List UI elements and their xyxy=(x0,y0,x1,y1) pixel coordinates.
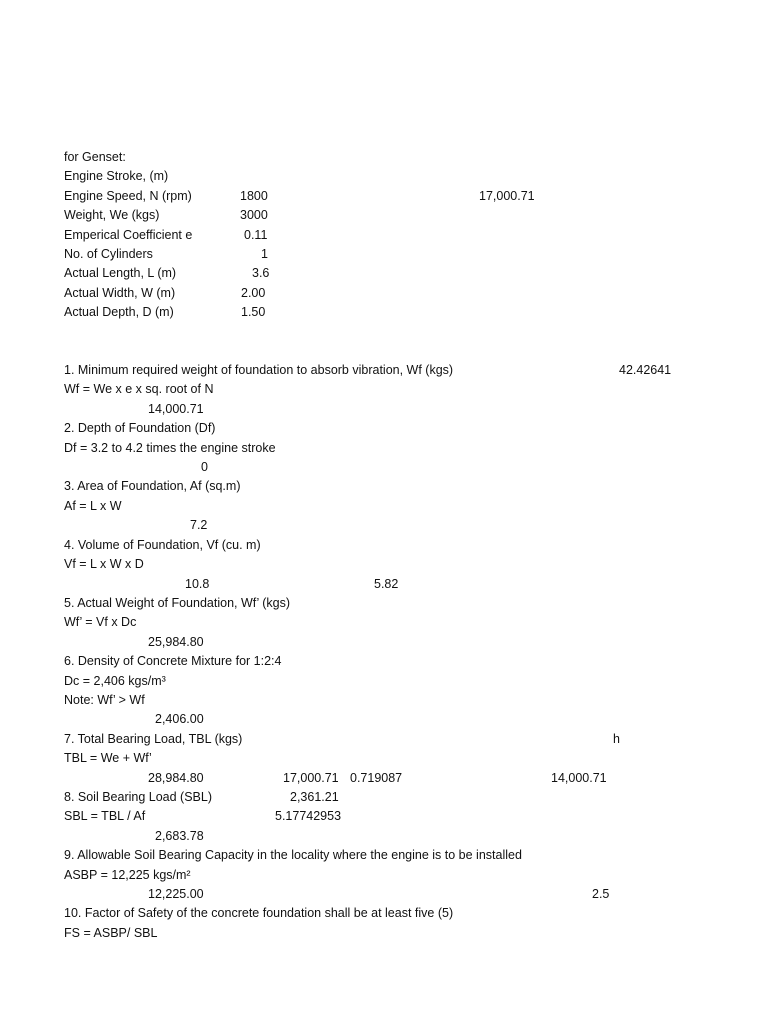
width-label: Actual Width, W (m) xyxy=(64,286,176,300)
speed-label: Engine Speed, N (rpm) xyxy=(64,189,192,203)
step8-title: 8. Soil Bearing Load (SBL) xyxy=(64,790,213,804)
step9-value: 12,225.00 xyxy=(148,887,204,901)
weight-label: Weight, We (kgs) xyxy=(64,208,160,222)
step6-note: Note: Wf’ > Wf xyxy=(64,693,145,707)
depth-value: 1.50 xyxy=(241,305,266,319)
step6-formula: Dc = 2,406 kgs/m³ xyxy=(64,674,166,688)
step8-formula: SBL = TBL / Af xyxy=(64,809,146,823)
step3-value: 7.2 xyxy=(190,518,208,532)
step1-title: 1. Minimum required weight of foundation to absorb vibration, Wf (kgs) xyxy=(64,363,454,377)
step7-title: 7. Total Bearing Load, TBL (kgs) xyxy=(64,732,243,746)
step8-extra-value-2: 5.17742953 xyxy=(275,809,342,823)
step3-title: 3. Area of Foundation, Af (sq.m) xyxy=(64,479,241,493)
step2-value: 0 xyxy=(201,460,208,474)
step7-extra-value-2: 0.719087 xyxy=(350,771,403,785)
width-value: 2.00 xyxy=(241,286,266,300)
step9-title: 9. Allowable Soil Bearing Capacity in the locality where the engine is to be installed xyxy=(64,848,522,862)
step7-extra-h: h xyxy=(613,732,620,746)
step7-formula: TBL = We + Wf’ xyxy=(64,751,152,765)
step9-extra-value: 2.5 xyxy=(592,887,610,901)
coefficient-label: Emperical Coefficient e xyxy=(64,228,193,242)
depth-label: Actual Depth, D (m) xyxy=(64,305,174,319)
step6-value: 2,406.00 xyxy=(155,712,204,726)
step1-value: 14,000.71 xyxy=(148,402,204,416)
step2-title: 2. Depth of Foundation (Df) xyxy=(64,421,216,435)
speed-extra-value: 17,000.71 xyxy=(479,189,535,203)
genset-heading: for Genset: xyxy=(64,150,126,164)
step5-formula: Wf’ = Vf x Dc xyxy=(64,615,137,629)
step5-value: 25,984.80 xyxy=(148,635,204,649)
step3-formula: Af = L x W xyxy=(64,499,122,513)
speed-value: 1800 xyxy=(240,189,268,203)
coefficient-value: 0.11 xyxy=(244,228,268,242)
length-value: 3.6 xyxy=(252,266,270,280)
step4-title: 4. Volume of Foundation, Vf (cu. m) xyxy=(64,538,261,552)
step4-formula: Vf = L x W x D xyxy=(64,557,144,571)
stroke-label: Engine Stroke, (m) xyxy=(64,169,169,183)
step10-title: 10. Factor of Safety of the concrete foundation shall be at least five (5) xyxy=(64,906,454,920)
step4-extra-value: 5.82 xyxy=(374,577,399,591)
step7-extra-value-3: 14,000.71 xyxy=(551,771,607,785)
step4-value: 10.8 xyxy=(185,577,210,591)
step1-extra-value: 42.42641 xyxy=(619,363,672,377)
length-label: Actual Length, L (m) xyxy=(64,266,177,280)
step7-value: 28,984.80 xyxy=(148,771,204,785)
step8-value: 2,683.78 xyxy=(155,829,204,843)
step8-extra-value-1: 2,361.21 xyxy=(290,790,339,804)
step1-formula: Wf = We x e x sq. root of N xyxy=(64,382,214,396)
step9-formula: ASBP = 12,225 kgs/m² xyxy=(64,868,191,882)
weight-value: 3000 xyxy=(240,208,268,222)
cylinders-value: 1 xyxy=(261,247,268,261)
step2-formula: Df = 3.2 to 4.2 times the engine stroke xyxy=(64,441,276,455)
step7-extra-value-1: 17,000.71 xyxy=(283,771,339,785)
step10-formula: FS = ASBP/ SBL xyxy=(64,926,158,940)
cylinders-label: No. of Cylinders xyxy=(64,247,153,261)
step6-title: 6. Density of Concrete Mixture for 1:2:4 xyxy=(64,654,282,668)
step5-title: 5. Actual Weight of Foundation, Wf’ (kgs) xyxy=(64,596,291,610)
